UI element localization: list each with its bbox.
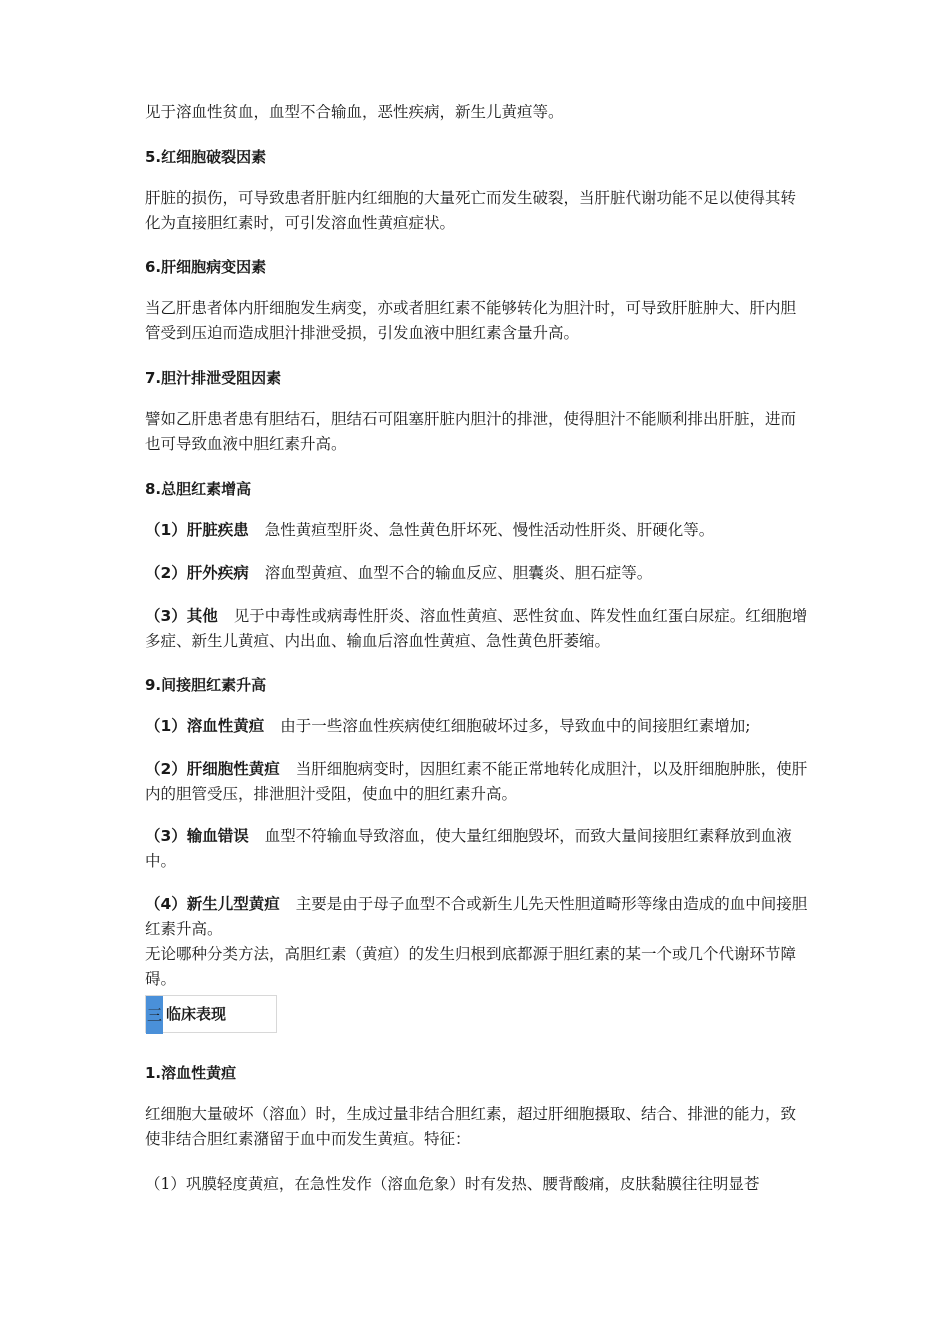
item-text: 见于中毒性或病毒性肝炎、溶血性黄疸、恶性贫血、阵发性血红蛋白尿症。红细胞增多症、新生儿黄疸、内出血、输血后溶血性黄疸、急性黄色肝萎缩。 xyxy=(145,607,808,650)
item-label: （2）肝外疾病 xyxy=(145,564,249,582)
item-text: 当肝细胞病变时，因胆红素不能正常地转化成胆汁，以及肝细胞肿胀，使肝内的胆管受压，排泄胆汁受阻，使血中的胆红素升高。 xyxy=(145,760,808,803)
heading-5: 5.红细胞破裂因素 xyxy=(145,148,267,166)
list-item-9-4 xyxy=(145,892,810,942)
section-heading-3 xyxy=(145,995,277,1033)
section-title: 临床表现 xyxy=(166,1005,227,1023)
paragraph-intro: 见于溶血性贫血，血型不合输血，恶性疾病，新生儿黄疸等。 xyxy=(145,103,564,121)
item-label: （1）溶血性黄疸 xyxy=(145,717,265,735)
heading-9: 9.间接胆红素升高 xyxy=(145,676,267,694)
heading-clinical-1: 1.溶血性黄疸 xyxy=(145,1064,237,1082)
item-text: 血型不符输血导致溶血，使大量红细胞毁坏，而致大量间接胆红素释放到血液中。 xyxy=(145,827,792,870)
list-item-8-2 xyxy=(145,561,810,586)
item-label: （3）输血错误 xyxy=(145,827,249,845)
heading-6: 6.肝细胞病变因素 xyxy=(145,258,267,276)
list-item-8-1 xyxy=(145,518,810,543)
list-item-9-2 xyxy=(145,757,810,807)
item-text: 急性黄疸型肝炎、急性黄色肝坏死、慢性活动性肝炎、肝硬化等。 xyxy=(264,521,715,539)
paragraph-7: 譬如乙肝患者患有胆结石，胆结石可阻塞肝脏内胆汁的排泄，使得胆汁不能顺利排出肝脏，进而也可导致血液中胆红素升高。 xyxy=(145,410,797,453)
item-label: （4）新生儿型黄疸 xyxy=(145,895,280,913)
list-item-9-1 xyxy=(145,714,810,739)
list-item-9-3 xyxy=(145,824,810,874)
item-text: 由于一些溶血性疾病使红细胞破坏过多，导致血中的间接胆红素增加; xyxy=(280,717,751,735)
list-item-8-3 xyxy=(145,604,810,654)
paragraph-clinical-1: 红细胞大量破坏（溶血）时，生成过量非结合胆红素，超过肝细胞摄取、结合、排泄的能力，致使非结合胆红素潴留于血中而发生黄疸。特征： xyxy=(145,1105,797,1148)
item-label: （3）其他 xyxy=(145,607,218,625)
item-label: （2）肝细胞性黄疸 xyxy=(145,760,280,778)
paragraph-6: 当乙肝患者体内肝细胞发生病变，亦或者胆红素不能够转化为胆汁时，可导致肝脏肿大、肝内胆管受到压迫而造成胆汁排泄受损，引发血液中胆红素含量升高。 xyxy=(145,299,797,342)
heading-8: 8.总胆红素增高 xyxy=(145,480,252,498)
paragraph-summary: 无论哪种分类方法，高胆红素（黄疸）的发生归根到底都源于胆红素的某一个或几个代谢环节障碍。 xyxy=(145,945,797,988)
item-label: （1）肝脏疾患 xyxy=(145,521,249,539)
item-text: 主要是由于母子血型不合或新生儿先天性胆道畸形等缘由造成的血中间接胆红素升高。 xyxy=(145,895,808,938)
item-text: 溶血型黄疸、血型不合的输血反应、胆囊炎、胆石症等。 xyxy=(264,564,653,582)
heading-7: 7.胆汁排泄受阻因素 xyxy=(145,369,282,387)
paragraph-5: 肝脏的损伤，可导致患者肝脏内红细胞的大量死亡而发生破裂，当肝脏代谢功能不足以使得其转化为直接胆红素时，可引发溶血性黄疸症状。 xyxy=(145,189,797,232)
section-number: 三 xyxy=(146,996,163,1034)
paragraph-clinical-1-1: （1）巩膜轻度黄疸，在急性发作（溶血危象）时有发热、腰背酸痛，皮肤黏膜往往明显苍 xyxy=(145,1175,760,1193)
